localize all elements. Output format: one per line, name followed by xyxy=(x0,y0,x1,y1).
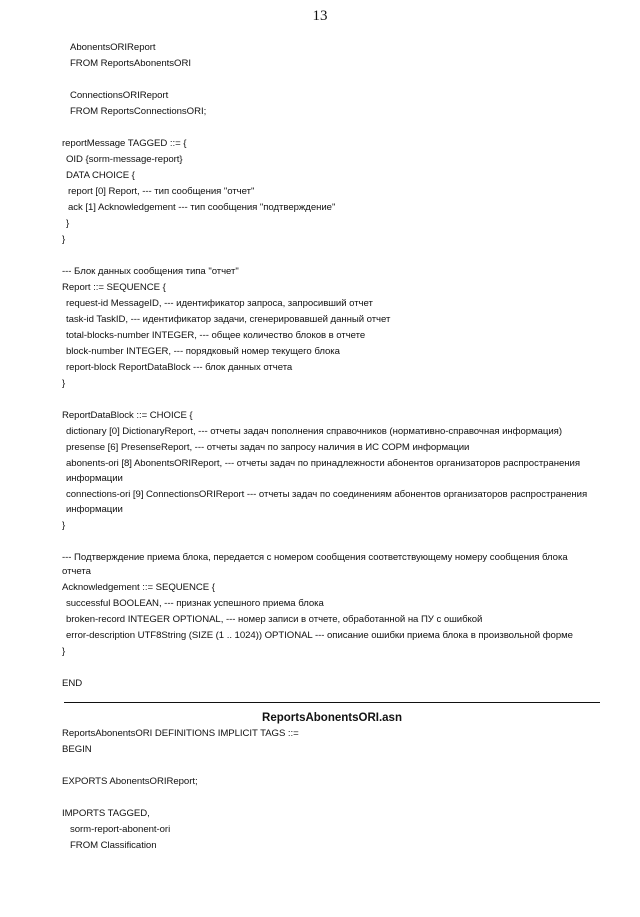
code-line: abonents-ori [8] AbonentsORIReport, --- отчеты задач по принадлежности абонентов организаторов распространения xyxy=(66,458,580,469)
section-title: ReportsAbonentsORI.asn xyxy=(262,712,402,724)
code-line: отчета xyxy=(62,566,91,577)
code-line: } xyxy=(62,234,66,245)
code-line: --- Подтверждение приема блока, передается с номером сообщения соответствующему номеру сообщения блока xyxy=(62,552,568,563)
code-line: IMPORTS TAGGED, xyxy=(62,808,150,819)
code-line: DATA CHOICE { xyxy=(66,170,135,181)
code-line: FROM ReportsConnectionsORI; xyxy=(70,106,207,117)
code-line: FROM ReportsAbonentsORI xyxy=(70,58,191,69)
code-line: ReportDataBlock ::= CHOICE { xyxy=(62,410,193,421)
code-line: OID {sorm-message-report} xyxy=(66,154,183,165)
code-line: AbonentsORIReport xyxy=(70,42,156,53)
code-line: report-block ReportDataBlock --- блок данных отчета xyxy=(66,362,293,373)
code-line: EXPORTS AbonentsORIReport; xyxy=(62,776,198,787)
code-line: ack [1] Acknowledgement --- тип сообщения "подтверждение" xyxy=(68,202,336,213)
code-line: Report ::= SEQUENCE { xyxy=(62,282,166,293)
code-line: block-number INTEGER, --- порядковый номер текущего блока xyxy=(66,346,340,357)
code-line: error-description UTF8String (SIZE (1 .. 1024)) OPTIONAL --- описание ошибки приема блока в произвольной форме xyxy=(66,630,573,641)
code-line: dictionary [0] DictionaryReport, --- отчеты задач пополнения справочников (нормативно-справочная информация) xyxy=(66,426,562,437)
code-line: task-id TaskID, --- идентификатор задачи, сгенерировавшей данный отчет xyxy=(66,314,391,325)
code-line: connections-ori [9] ConnectionsORIReport --- отчеты задач по соединениям абонентов организаторов распространения xyxy=(66,489,588,500)
code-line: Acknowledgement ::= SEQUENCE { xyxy=(62,582,215,593)
code-line: } xyxy=(62,520,66,531)
page-number: 13 xyxy=(312,8,328,24)
section-divider xyxy=(64,702,600,703)
code-line: sorm-report-abonent-ori xyxy=(70,824,171,835)
code-line: broken-record INTEGER OPTIONAL, --- номер записи в отчете, обработанной на ПУ с ошибкой xyxy=(66,614,483,625)
code-line: } xyxy=(62,378,66,389)
code-line: } xyxy=(66,218,70,229)
code-line: successful BOOLEAN, --- признак успешного приема блока xyxy=(66,598,324,609)
code-line: ConnectionsORIReport xyxy=(70,90,169,101)
code-line: END xyxy=(62,678,83,689)
code-line: информации xyxy=(66,473,123,484)
code-line: ReportsAbonentsORI DEFINITIONS IMPLICIT TAGS ::= xyxy=(62,728,299,739)
code-line: FROM Classification xyxy=(70,840,157,851)
code-line: request-id MessageID, --- идентификатор запроса, запросивший отчет xyxy=(66,298,373,309)
code-line: информации xyxy=(66,504,123,515)
code-line: report [0] Report, --- тип сообщения "отчет" xyxy=(68,186,255,197)
code-line: presense [6] PresenseReport, --- отчеты задач по запросу наличия в ИС СОРМ информации xyxy=(66,442,470,453)
code-line: reportMessage TAGGED ::= { xyxy=(62,138,187,149)
code-line: } xyxy=(62,646,66,657)
code-line: BEGIN xyxy=(62,744,92,755)
code-line: --- Блок данных сообщения типа "отчет" xyxy=(62,266,239,277)
code-line: total-blocks-number INTEGER, --- общее количество блоков в отчете xyxy=(66,330,366,341)
